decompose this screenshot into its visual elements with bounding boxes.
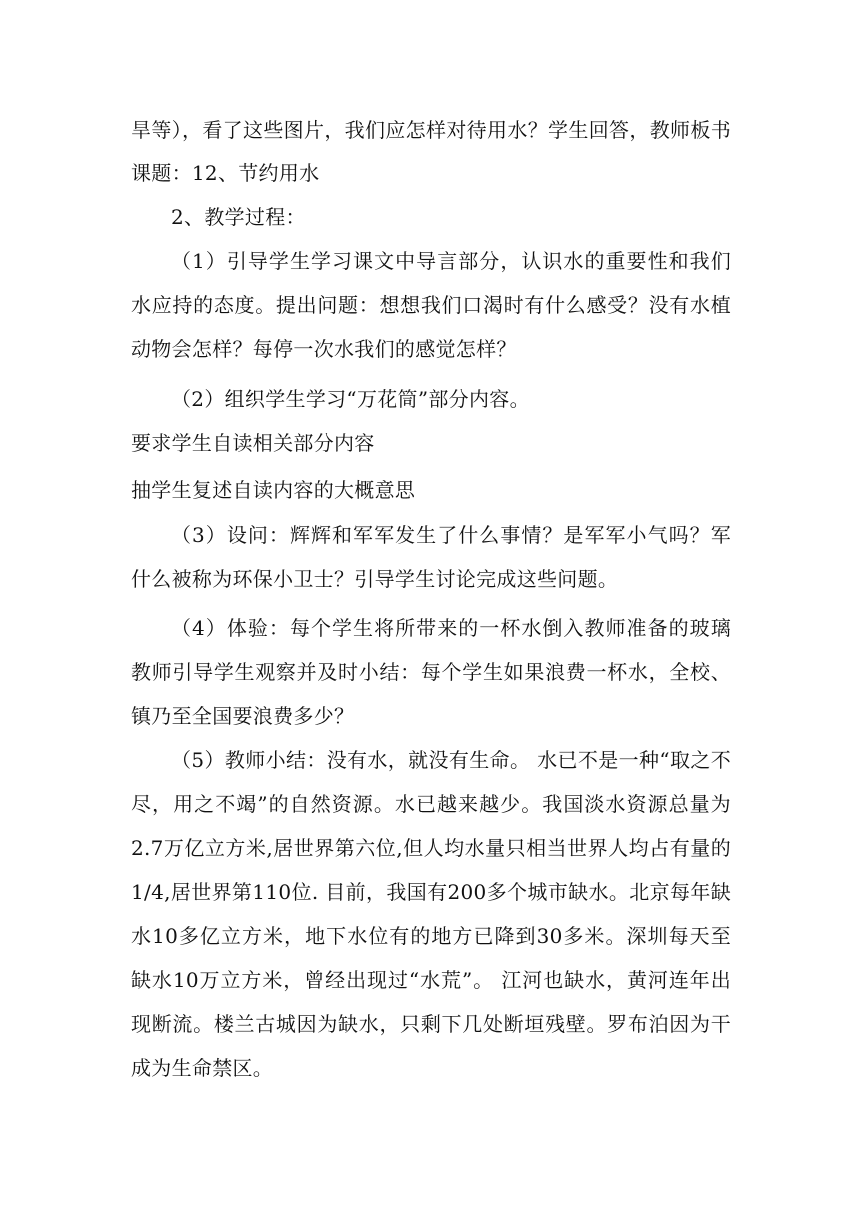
- text-line: （5）教师小结：没有水，就没有生命。 水已不是一种“取之不: [171, 748, 731, 772]
- text-line: （3）设问：辉辉和军军发生了什么事情？是军军小气吗？军: [171, 523, 731, 547]
- text-line: 缺水10万立方米，曾经出现过“水荒”。 江河也缺水，黄河连年出: [131, 968, 731, 992]
- lesson-title-line: 课题：12、节约用水: [131, 161, 320, 185]
- text-line: 教师引导学生观察并及时小结：每个学生如果浪费一杯水，全校、: [131, 660, 731, 684]
- text-line: 现断流。楼兰古城因为缺水，只剩下几处断垣残壁。罗布泊因为干: [131, 1012, 731, 1036]
- text-line: （2）组织学生学习“万花筒”部分内容。: [171, 387, 530, 411]
- text-line: 1/4,居世界第110位. 目前，我国有200多个城市缺水。北京每年缺: [131, 880, 731, 904]
- text-line: 要求学生自读相关部分内容: [131, 431, 375, 455]
- text-line: 2.7万亿立方米,居世界第六位,但人均水量只相当世界人均占有量的: [131, 836, 731, 860]
- text-line: 抽学生复述自读内容的大概意思: [131, 478, 416, 502]
- text-line: 水10多亿立方米，地下水位有的地方已降到30多米。深圳每天至: [131, 924, 731, 948]
- text-line: （4）体验：每个学生将所带来的一杯水倒入教师准备的玻璃: [171, 616, 731, 640]
- text-line: 水应持的态度。提出问题：想想我们口渴时有什么感受？没有水植: [131, 293, 731, 317]
- text-line: （1）引导学生学习课文中导言部分，认识水的重要性和我们: [171, 249, 731, 273]
- text-line: 镇乃至全国要浪费多少？: [131, 704, 355, 728]
- text-line: 旱等），看了这些图片，我们应怎样对待用水？学生回答，教师板书: [131, 118, 731, 142]
- section-heading: 2、教学过程：: [171, 205, 306, 229]
- text-line: 什么被称为环保小卫士？引导学生讨论完成这些问题。: [131, 567, 619, 591]
- text-line: 成为生命禁区。: [131, 1056, 274, 1080]
- text-line: 动物会怎样？每停一次水我们的感觉怎样？: [131, 337, 517, 361]
- text-line: 尽，用之不竭”的自然资源。水已越来越少。我国淡水资源总量为: [131, 792, 731, 816]
